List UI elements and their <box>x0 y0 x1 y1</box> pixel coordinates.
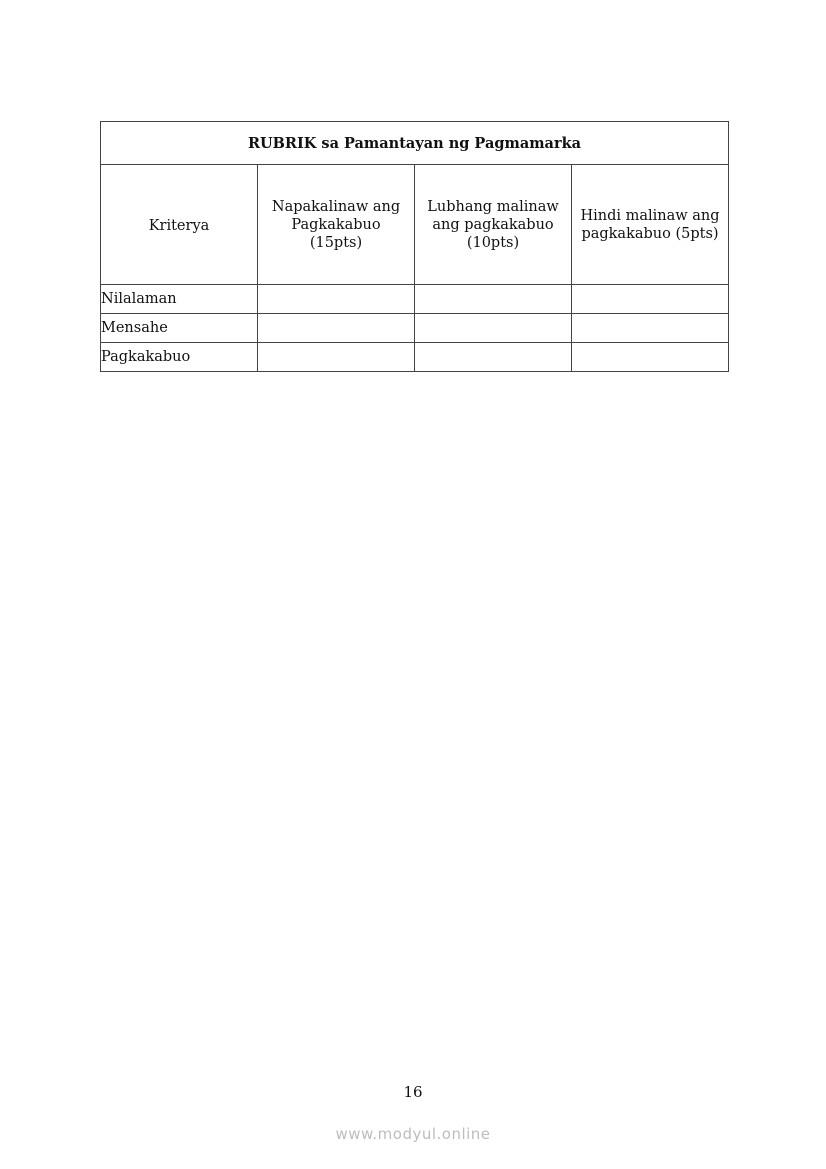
row-label-pagkakabuo: Pagkakabuo <box>101 343 258 372</box>
score-cell <box>572 285 729 314</box>
row-label-mensahe: Mensahe <box>101 314 258 343</box>
page-number: 16 <box>403 1083 423 1101</box>
score-cell <box>258 343 415 372</box>
rubric-table <box>100 121 729 372</box>
score-cell <box>572 343 729 372</box>
header-criteria: Kriterya <box>101 165 258 285</box>
rubric-title: RUBRIK sa Pamantayan ng Pagmamarka <box>101 122 729 165</box>
watermark: www.modyul.online <box>335 1125 491 1143</box>
score-cell <box>415 314 572 343</box>
table-row <box>101 343 729 372</box>
table-row <box>101 285 729 314</box>
header-5pts: Hindi malinaw ang pagkakabuo (5pts) <box>572 165 729 285</box>
table-row <box>101 314 729 343</box>
score-cell <box>258 314 415 343</box>
score-cell <box>572 314 729 343</box>
score-cell <box>415 343 572 372</box>
rubric-title-row <box>101 122 729 165</box>
score-cell <box>415 285 572 314</box>
score-cell <box>258 285 415 314</box>
header-15pts: Napakalinaw ang Pagkakabuo (15pts) <box>258 165 415 285</box>
row-label-nilalaman: Nilalaman <box>101 285 258 314</box>
rubric-header-row <box>101 165 729 285</box>
header-10pts: Lubhang malinaw ang pagkakabuo (10pts) <box>415 165 572 285</box>
